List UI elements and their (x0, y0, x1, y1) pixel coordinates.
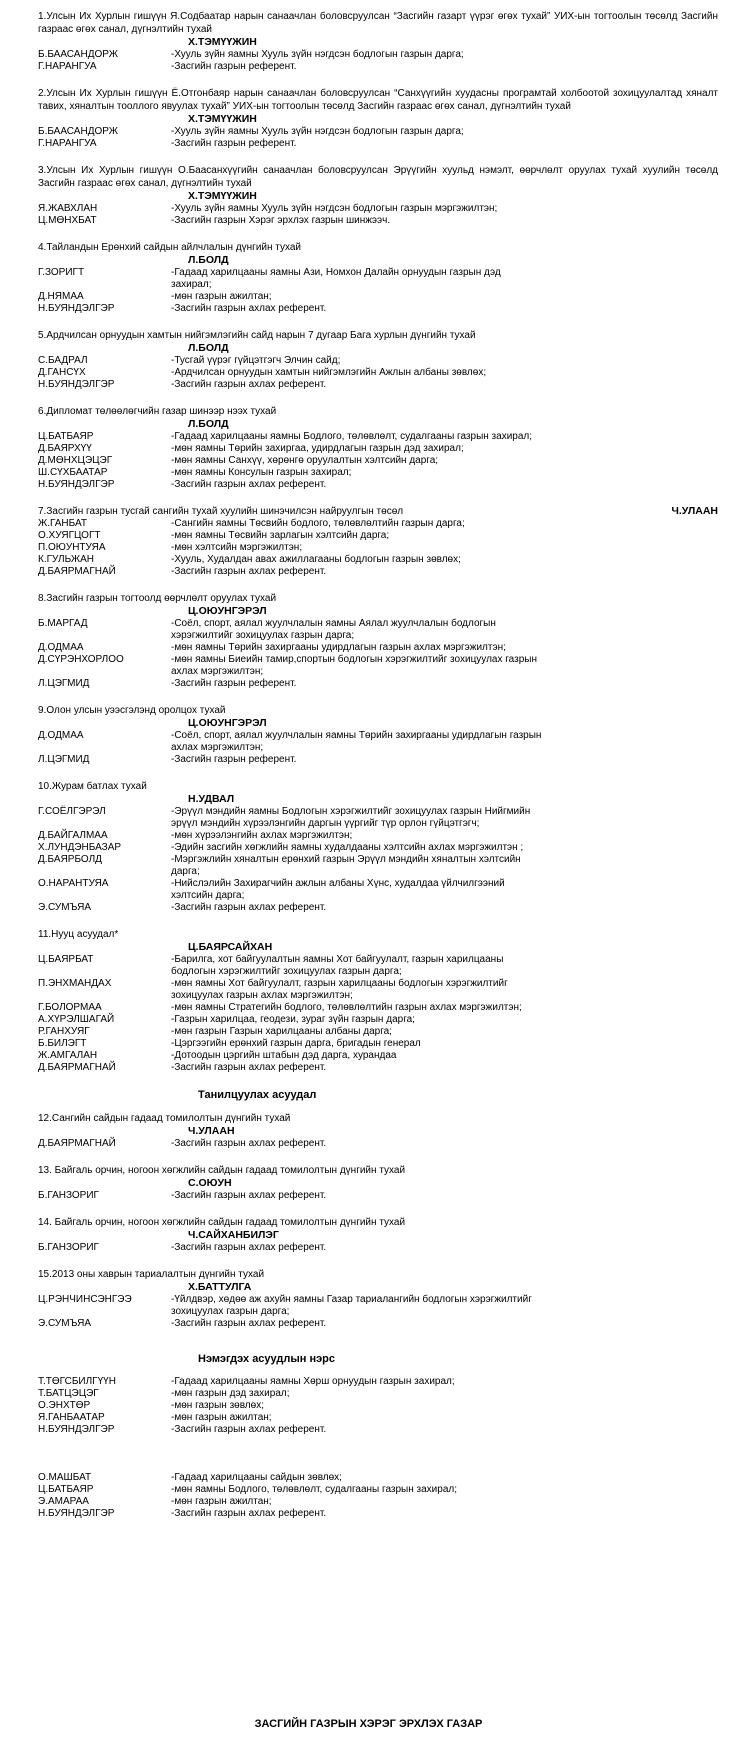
agenda-item-title: 7.Засгийн газрын тусгай сангийн тухай хуулийн шинэчилсэн найруулгын төсөл (38, 506, 404, 517)
attendee-role: -Засгийн газрын ахлах референт. (171, 303, 327, 314)
attendee-role: -Гадаад харилцааны яамны Ази, Номхон Далайн орнуудын газрын дэд захирал; (171, 267, 501, 290)
agenda-item (38, 405, 718, 491)
attendee-role: -Хууль зүйн яамны Хууль зүйн нэгдсэн бодлогын газрын дарга; (171, 126, 464, 137)
attendee-row (38, 1038, 718, 1050)
attendee-row (38, 566, 718, 578)
attendee-name: Т.ТӨГСБИЛГҮҮН (38, 1376, 116, 1387)
attendee-role: -мөн газрын ажилтан; (171, 1412, 272, 1423)
attendee-role: -Засгийн газрын ахлах референт. (171, 1062, 327, 1073)
attendee-row (38, 1318, 718, 1330)
agenda-item (38, 704, 718, 766)
attendee-role: -Засгийн газрын ахлах референт. (171, 566, 327, 577)
attendee-role: -мөн газрын ажилтан; (171, 291, 272, 302)
agenda-item-title: 4.Тайландын Ерөнхий сайдын айлчлалын дүнгийн тухай (38, 242, 302, 253)
agenda-item (38, 592, 718, 690)
attendee-name: Д.БАЙГАЛМАА (38, 830, 108, 841)
attendee-role: -мөн газрын ажилтан; (171, 1496, 272, 1507)
attendee-role: -мөн яамны Төрийн захиргаа, удирдлагын газрын дэд захирал; (171, 443, 464, 454)
attendee-role: -мөн газрын зөвлөх; (171, 1400, 264, 1411)
attendee-role: -мөн хэлтсийн мэргэжилтэн; (171, 542, 303, 553)
presenting-minister: Х.ТЭМҮҮЖИН (188, 36, 257, 48)
attendee-role: -Барилга, хот байгуулалтын яамны Хот байгуулалт, газрын харилцааны бодлогын хэрэгжилтийг зохицуулах газрын дарга; (171, 954, 504, 977)
attendee-row (38, 518, 718, 530)
agenda-item-title: 12.Сангийн сайдын гадаад томилолтын дүнгийн тухай (38, 1113, 291, 1124)
agenda-item-title: 9.Олон улсын уээсгэлэнд оролцох тухай (38, 705, 226, 716)
attendee-name: Ш.СҮХБААТАР (38, 467, 108, 478)
attendee-row (38, 379, 718, 391)
attendee-role: -Гадаад харилцааны яамны Хөрш орнуудын газрын захирал; (171, 1376, 455, 1387)
agenda-item (38, 87, 718, 150)
attendee-name: Р.ГАНХУЯГ (38, 1026, 90, 1037)
agenda-item (38, 1112, 718, 1150)
attendee-role: -мөн яамны Стратегийн бодлого, төлөвлөлтийн газрын ахлах мэргэжилтэн; (171, 1002, 522, 1013)
attendee-name: Г.ЗОРИГТ (38, 267, 85, 278)
attendee-name: Ц.БАТБАЯР (38, 431, 94, 442)
attendee-row (38, 455, 718, 467)
agenda-items (38, 10, 718, 1074)
presenting-minister: Х.ТЭМҮҮЖИН (188, 190, 257, 202)
attendee-role: -Сангийн яамны Төсвийн бодлого, төлөвлөлтийн газрын дарга; (171, 518, 465, 529)
attendee-role: -Ардчилсан орнуудын хамтын нийгэмлэгийн Ажлын албаны зөвлөх; (171, 367, 487, 378)
attendee-name: О.МАШБАТ (38, 1472, 92, 1483)
attendee-row (38, 355, 718, 367)
attendee-row (38, 618, 718, 642)
attendee-role: -мөн яамны Хот байгуулалт, газрын харилцааны бодлогын хэрэгжилтийг зохицуулах газрын ахлах мэргэжилтэн; (171, 978, 508, 1001)
attendee-name: Д.БАЯРМАГНАЙ (38, 1062, 116, 1073)
attendee-name: О.ЭНХТӨР (38, 1400, 91, 1411)
attendee-row (38, 878, 718, 902)
extra-groups (38, 1376, 718, 1520)
attendee-name: Б.БААСАНДОРЖ (38, 126, 119, 137)
agenda-item-title: 1.Улсын Их Хурлын гишүүн Я.Содбаатар нарын санаачлан боловсруулсан “Засгийн газарт үүрэг өгөх тухай” УИХ-ын тогтоолын төсөлд Засгийн газраас өгөх санал, дүгнэлтийн тухай (38, 11, 718, 35)
agenda-item (38, 241, 718, 315)
attendee-name: П.ЭНХМАНДАХ (38, 978, 112, 989)
attendee-row (38, 1242, 718, 1254)
attendee-row (38, 1026, 718, 1038)
agenda-item (38, 329, 718, 391)
attendee-name: Э.СУМЪЯА (38, 1318, 92, 1329)
attendee-name: Ц.РЭНЧИНСЭНГЭЭ (38, 1294, 132, 1305)
attendee-name: Д.БАЯРМАГНАЙ (38, 1138, 116, 1149)
attendee-role: -Засгийн газрын ахлах референт. (171, 1190, 327, 1201)
attendee-row (38, 215, 718, 227)
presenting-minister: Ц.БАЯРСАЙХАН (188, 941, 273, 953)
attendee-name: Ж.ГАНБАТ (38, 518, 87, 529)
intro-items (38, 1112, 718, 1330)
attendee-name: Н.БУЯНДЭЛГЭР (38, 379, 115, 390)
attendee-role: -Газрын харилцаа, геодези, зураг зүйн газрын дарга; (171, 1014, 415, 1025)
presenting-minister: Л.БОЛД (188, 342, 229, 354)
attendee-role: -мөн газрын дэд захирал; (171, 1388, 290, 1399)
attendee-name: Ц.МӨНХБАТ (38, 215, 97, 226)
attendee-name: Г.БОЛОРМАА (38, 1002, 102, 1013)
attendee-name: Б.МАРГАД (38, 618, 88, 629)
attendee-role: -Эдийн засгийн хөгжлийн яамны худалдааны хэлтсийн ахлах мэргэжилтэн ; (171, 842, 524, 853)
attendee-name: Л.ЦЭГМИД (38, 754, 90, 765)
attendee-role: -Засгийн газрын референт. (171, 678, 297, 689)
agenda-item (38, 505, 718, 578)
attendee-name: Ж.АМГАЛАН (38, 1050, 98, 1061)
attendee-role: -Хууль, Худалдан авах ажиллагааны бодлогын газрын зөвлөх; (171, 554, 461, 565)
attendee-role: -Цэргээгийн ерөнхий газрын дарга, бригадын генерал (171, 1038, 421, 1049)
agenda-item-title: 8.Засгийн газрын тогтоолд өөрчлөлт оруулах тухай (38, 593, 277, 604)
attendee-name: С.БАДРАЛ (38, 355, 88, 366)
attendee-row (38, 1294, 718, 1318)
attendee-row (38, 1496, 718, 1508)
attendee-row (38, 1138, 718, 1150)
attendee-row (38, 554, 718, 566)
attendee-role: -Соёл, спорт, аялал жуулчлалын яамны Төрийн захиргааны удирдлагын газрын ахлах мэргэжилтэн; (171, 730, 542, 753)
attendee-role: -Нийслэлийн Захирагчийн ажлын албаны Хүнс, худалдаа үйлчилгээний хэлтсийн дарга; (171, 878, 505, 901)
attendee-role: -Засгийн газрын ахлах референт. (171, 902, 327, 913)
attendee-row (38, 1412, 718, 1424)
attendee-name: Л.ЦЭГМИД (38, 678, 90, 689)
attendee-name: Б.ГАНЗОРИГ (38, 1242, 99, 1253)
agenda-item (38, 1268, 718, 1330)
attendee-row (38, 126, 718, 138)
attendee-name: Т.БАТЦЭЦЭГ (38, 1388, 99, 1399)
agenda-item-title: 15.2013 оны хаврын тариалалтын дүнгийн тухай (38, 1269, 265, 1280)
attendee-row (38, 1472, 718, 1484)
attendee-row (38, 1014, 718, 1026)
attendee-name: Я.ГАНБААТАР (38, 1412, 105, 1423)
attendee-row (38, 1062, 718, 1074)
attendee-row (38, 479, 718, 491)
presenting-minister: Ц.ОЮУНГЭРЭЛ (188, 605, 267, 617)
attendee-role: -Гадаад харилцааны сайдын зөвлөх; (171, 1472, 342, 1483)
attendee-role: -Тусгай үүрэг гүйцэтгэгч Элчин сайд; (171, 355, 341, 366)
attendee-role: -Засгийн газрын ахлах референт. (171, 1138, 327, 1149)
attendee-row (38, 1484, 718, 1496)
attendee-role: -Засгийн газрын ахлах референт. (171, 1508, 327, 1519)
attendee-name: Б.БААСАНДОРЖ (38, 49, 119, 60)
attendee-name: Н.БУЯНДЭЛГЭР (38, 1424, 115, 1435)
attendee-group (38, 1376, 718, 1436)
attendee-row (38, 954, 718, 978)
attendee-row (38, 1376, 718, 1388)
attendee-row (38, 530, 718, 542)
presenting-minister: Ч.УЛААН (671, 505, 718, 517)
attendee-row (38, 303, 718, 315)
attendee-role: -Засгийн газрын ахлах референт. (171, 1318, 327, 1329)
presenting-minister: Х.БАТТУЛГА (188, 1281, 252, 1293)
presenting-minister: Ч.САЙХАНБИЛЭГ (188, 1229, 279, 1241)
attendee-role: -мөн газрын Газрын харилцааны албаны дарга; (171, 1026, 392, 1037)
agenda-item-title: 13. Байгаль орчин, ногоон хөгжлийн сайдын гадаад томилолтын дүнгийн тухай (38, 1165, 406, 1176)
attendee-row (38, 1050, 718, 1062)
attendee-name: П.ОЮУНТУЯА (38, 542, 106, 553)
attendee-name: Б.БИЛЭГТ (38, 1038, 87, 1049)
attendee-row (38, 1400, 718, 1412)
attendee-name: Г.СОЁЛГЭРЭЛ (38, 806, 106, 817)
attendee-role: -Хууль зүйн яамны Хууль зүйн нэгдсэн бодлогын газрын дарга; (171, 49, 464, 60)
attendee-name: Г.НАРАНГУА (38, 138, 97, 149)
attendee-name: Я.ЖАВХЛАН (38, 203, 98, 214)
attendee-row (38, 678, 718, 690)
attendee-role: -Засгийн газрын ахлах референт. (171, 1242, 327, 1253)
agenda-item (38, 164, 718, 227)
attendee-name: Д.ОДМАА (38, 642, 84, 653)
attendee-role: -мөн хүрээлэнгийн ахлах мэргэжилтэн; (171, 830, 353, 841)
attendee-row (38, 730, 718, 754)
attendee-role: -мөн яамны Санхүү, хөрөнгө оруулалтын хэлтсийн дарга; (171, 455, 439, 466)
attendee-name: Д.СҮРЭНХОРЛОО (38, 654, 124, 665)
attendee-role: -Үйлдвэр, хөдөө аж ахуйн яамны Газар тариалангийн бодлогын хэрэгжилтийг зохицуулах газрын дарга; (171, 1294, 532, 1317)
attendee-role: -Засгийн газрын ахлах референт. (171, 379, 327, 390)
attendee-name: Н.БУЯНДЭЛГЭР (38, 479, 115, 490)
agenda-item-title: 11.Нууц асуудал* (38, 929, 119, 940)
attendee-name: Д.БАЯРМАГНАЙ (38, 566, 116, 577)
attendee-name: Х.ЛУНДЭНБАЗАР (38, 842, 122, 853)
attendee-role: -Гадаад харилцааны яамны Бодлого, төлөвлөлт, судалгааны газрын захирал; (171, 431, 533, 442)
attendee-role: -Хууль зүйн яамны Хууль зүйн нэгдсэн бодлогын газрын мэргэжилтэн; (171, 203, 498, 214)
attendee-name: Д.ГАНСҮХ (38, 367, 86, 378)
attendee-row (38, 1388, 718, 1400)
attendee-row (38, 203, 718, 215)
attendee-row (38, 61, 718, 73)
presenting-minister: Л.БОЛД (188, 254, 229, 266)
attendee-row (38, 49, 718, 61)
presenting-minister: Н.УДВАЛ (188, 793, 235, 805)
attendee-name: О.ХУЯГЦОГТ (38, 530, 101, 541)
attendee-row (38, 1508, 718, 1520)
attendee-row (38, 138, 718, 150)
attendee-role: -Засгийн газрын референт. (171, 138, 297, 149)
attendee-name: Д.ОДМАА (38, 730, 84, 741)
attendee-row (38, 431, 718, 443)
agenda-item-title: 3.Улсын Их Хурлын гишүүн О.Баасанхүүгийн санаачлан боловсруулсан Эрүүгийн хуульд нэмэлт, өөрчлөлт оруулах тухай хуулийн төсөлд Засгийн газраас өгөх санал, дүгнэлтийн тухай (38, 165, 718, 189)
attendee-role: -Засгийн газрын ахлах референт. (171, 479, 327, 490)
agenda-item (38, 928, 718, 1074)
presenting-minister: Л.БОЛД (188, 418, 229, 430)
attendee-role: -мөн яамны Биеийн тамир,спортын бодлогын хэрэгжилтийг зохицуулах газрын ахлах мэргэжилтэн; (171, 654, 537, 677)
attendee-role: -Дотоодын цэргийн штабын дэд дарга, хурандаа (171, 1050, 397, 1061)
attendee-name: Д.МӨНХЦЭЦЭГ (38, 455, 113, 466)
agenda-item-title: 14. Байгаль орчин, ногоон хөгжлийн сайдын гадаад томилолтын дүнгийн тухай (38, 1217, 406, 1228)
attendee-row (38, 467, 718, 479)
attendee-name: О.НАРАНТУЯА (38, 878, 109, 889)
agenda-item (38, 1216, 718, 1254)
attendee-name: Э.АМАРАА (38, 1496, 89, 1507)
attendee-role: -мөн яамны Төсвийн зарлагын хэлтсийн дарга; (171, 530, 390, 541)
agenda-item (38, 780, 718, 914)
attendee-name: Ц.БАТБАЯР (38, 1484, 94, 1495)
attendee-row (38, 806, 718, 830)
attendee-row (38, 830, 718, 842)
attendee-name: Д.БАЯРБОЛД (38, 854, 102, 865)
attendee-role: -Засгийн газрын Хэрэг эрхлэх газрын шинжээч. (171, 215, 391, 226)
attendee-row (38, 902, 718, 914)
attendee-role: -Эрүүл мэндийн яамны Бодлогын хэрэгжилтийг зохицуулах газрын Нийгмийн эрүүл мэндийн хүрээлэнгийн даргын үүргийг түр орлон гүйцэтгэгч; (171, 806, 531, 829)
footer-org-name: ЗАСГИЙН ГАЗРЫН ХЭРЭГ ЭРХЛЭХ ГАЗАР (254, 1718, 483, 1730)
presenting-minister: Ц.ОЮУНГЭРЭЛ (188, 717, 267, 729)
agenda-item-title: 2.Улсын Их Хурлын гишүүн Ё.Отгонбаяр нарын санаачлан боловсруулсан “Санхүүгийн хуудасны програмтай холбоотой зохицуулалтад хяналт тавих, хяналтын тооллого явуулах тухай” УИХ-ын тогтоолын төсөлд Засгийн газраас өгөх санал, дүгнэлтийн тухай (38, 88, 718, 112)
attendee-row (38, 978, 718, 1002)
attendee-row (38, 654, 718, 678)
attendee-row (38, 367, 718, 379)
attendee-row (38, 542, 718, 554)
agenda-item (38, 10, 718, 73)
attendee-row (38, 267, 718, 291)
attendee-row (38, 642, 718, 654)
attendee-group (38, 1472, 718, 1520)
attendee-name: А.ХҮРЭЛШАГАЙ (38, 1014, 115, 1025)
attendee-role: -Засгийн газрын референт. (171, 61, 297, 72)
attendee-row (38, 854, 718, 878)
attendee-role: -Засгийн газрын ахлах референт. (171, 1424, 327, 1435)
attendee-row (38, 1190, 718, 1202)
attendee-role: -Мэргэжлийн хяналтын ерөнхий газрын Эрүүл мэндийн хяналтын хэлтсийн дарга; (171, 854, 521, 877)
attendee-row (38, 842, 718, 854)
attendee-row (38, 1002, 718, 1014)
presenting-minister: Х.ТЭМҮҮЖИН (188, 113, 257, 125)
intro-header: Танилцуулах асуудал (198, 1089, 317, 1101)
attendee-row (38, 443, 718, 455)
agenda-document (38, 10, 718, 1556)
agenda-item (38, 1164, 718, 1202)
attendee-role: -мөн яамны Бодлого, төлөвлөлт, судалгааны газрын захирал; (171, 1484, 458, 1495)
attendee-role: -мөн яамны Консулын газрын захирал; (171, 467, 352, 478)
attendee-name: Н.БУЯНДЭЛГЭР (38, 303, 115, 314)
presenting-minister: С.ОЮУН (188, 1177, 232, 1189)
attendee-role: -Соёл, спорт, аялал жуулчлалын яамны Аялал жуулчлалын бодлогын хэрэгжилтийг зохицуулах газрын дарга; (171, 618, 496, 641)
attendee-name: Д.НЯМАА (38, 291, 84, 302)
attendee-name: Ц.БАЯРБАТ (38, 954, 94, 965)
attendee-name: Г.НАРАНГУА (38, 61, 97, 72)
attendee-name: Н.БУЯНДЭЛГЭР (38, 1508, 115, 1519)
attendee-row (38, 754, 718, 766)
attendee-row (38, 1424, 718, 1436)
agenda-item-title: 5.Ардчилсан орнуудын хамтын нийгэмлэгийн сайд нарын 7 дугаар Бага хурлын дүнгийн тухай (38, 330, 476, 341)
presenting-minister: Ч.УЛААН (188, 1125, 235, 1137)
attendee-row (38, 291, 718, 303)
agenda-item-title: 6.Дипломат төлөөлөгчийн газар шинээр нээх тухай (38, 406, 277, 417)
attendee-name: К.ГУЛЬЖАН (38, 554, 94, 565)
attendee-role: -мөн яамны Төрийн захиргааны удирдлагын газрын ахлах мэргэжилтэн; (171, 642, 506, 653)
attendee-role: -Засгийн газрын референт. (171, 754, 297, 765)
attendee-name: Б.ГАНЗОРИГ (38, 1190, 99, 1201)
agenda-item-title: 10.Журам батлах тухай (38, 781, 147, 792)
attendee-name: Э.СУМЪЯА (38, 902, 92, 913)
extra-header: Нэмэгдэх асуудлын нэрс (198, 1353, 336, 1365)
attendee-name: Д.БАЯРХҮҮ (38, 443, 92, 454)
